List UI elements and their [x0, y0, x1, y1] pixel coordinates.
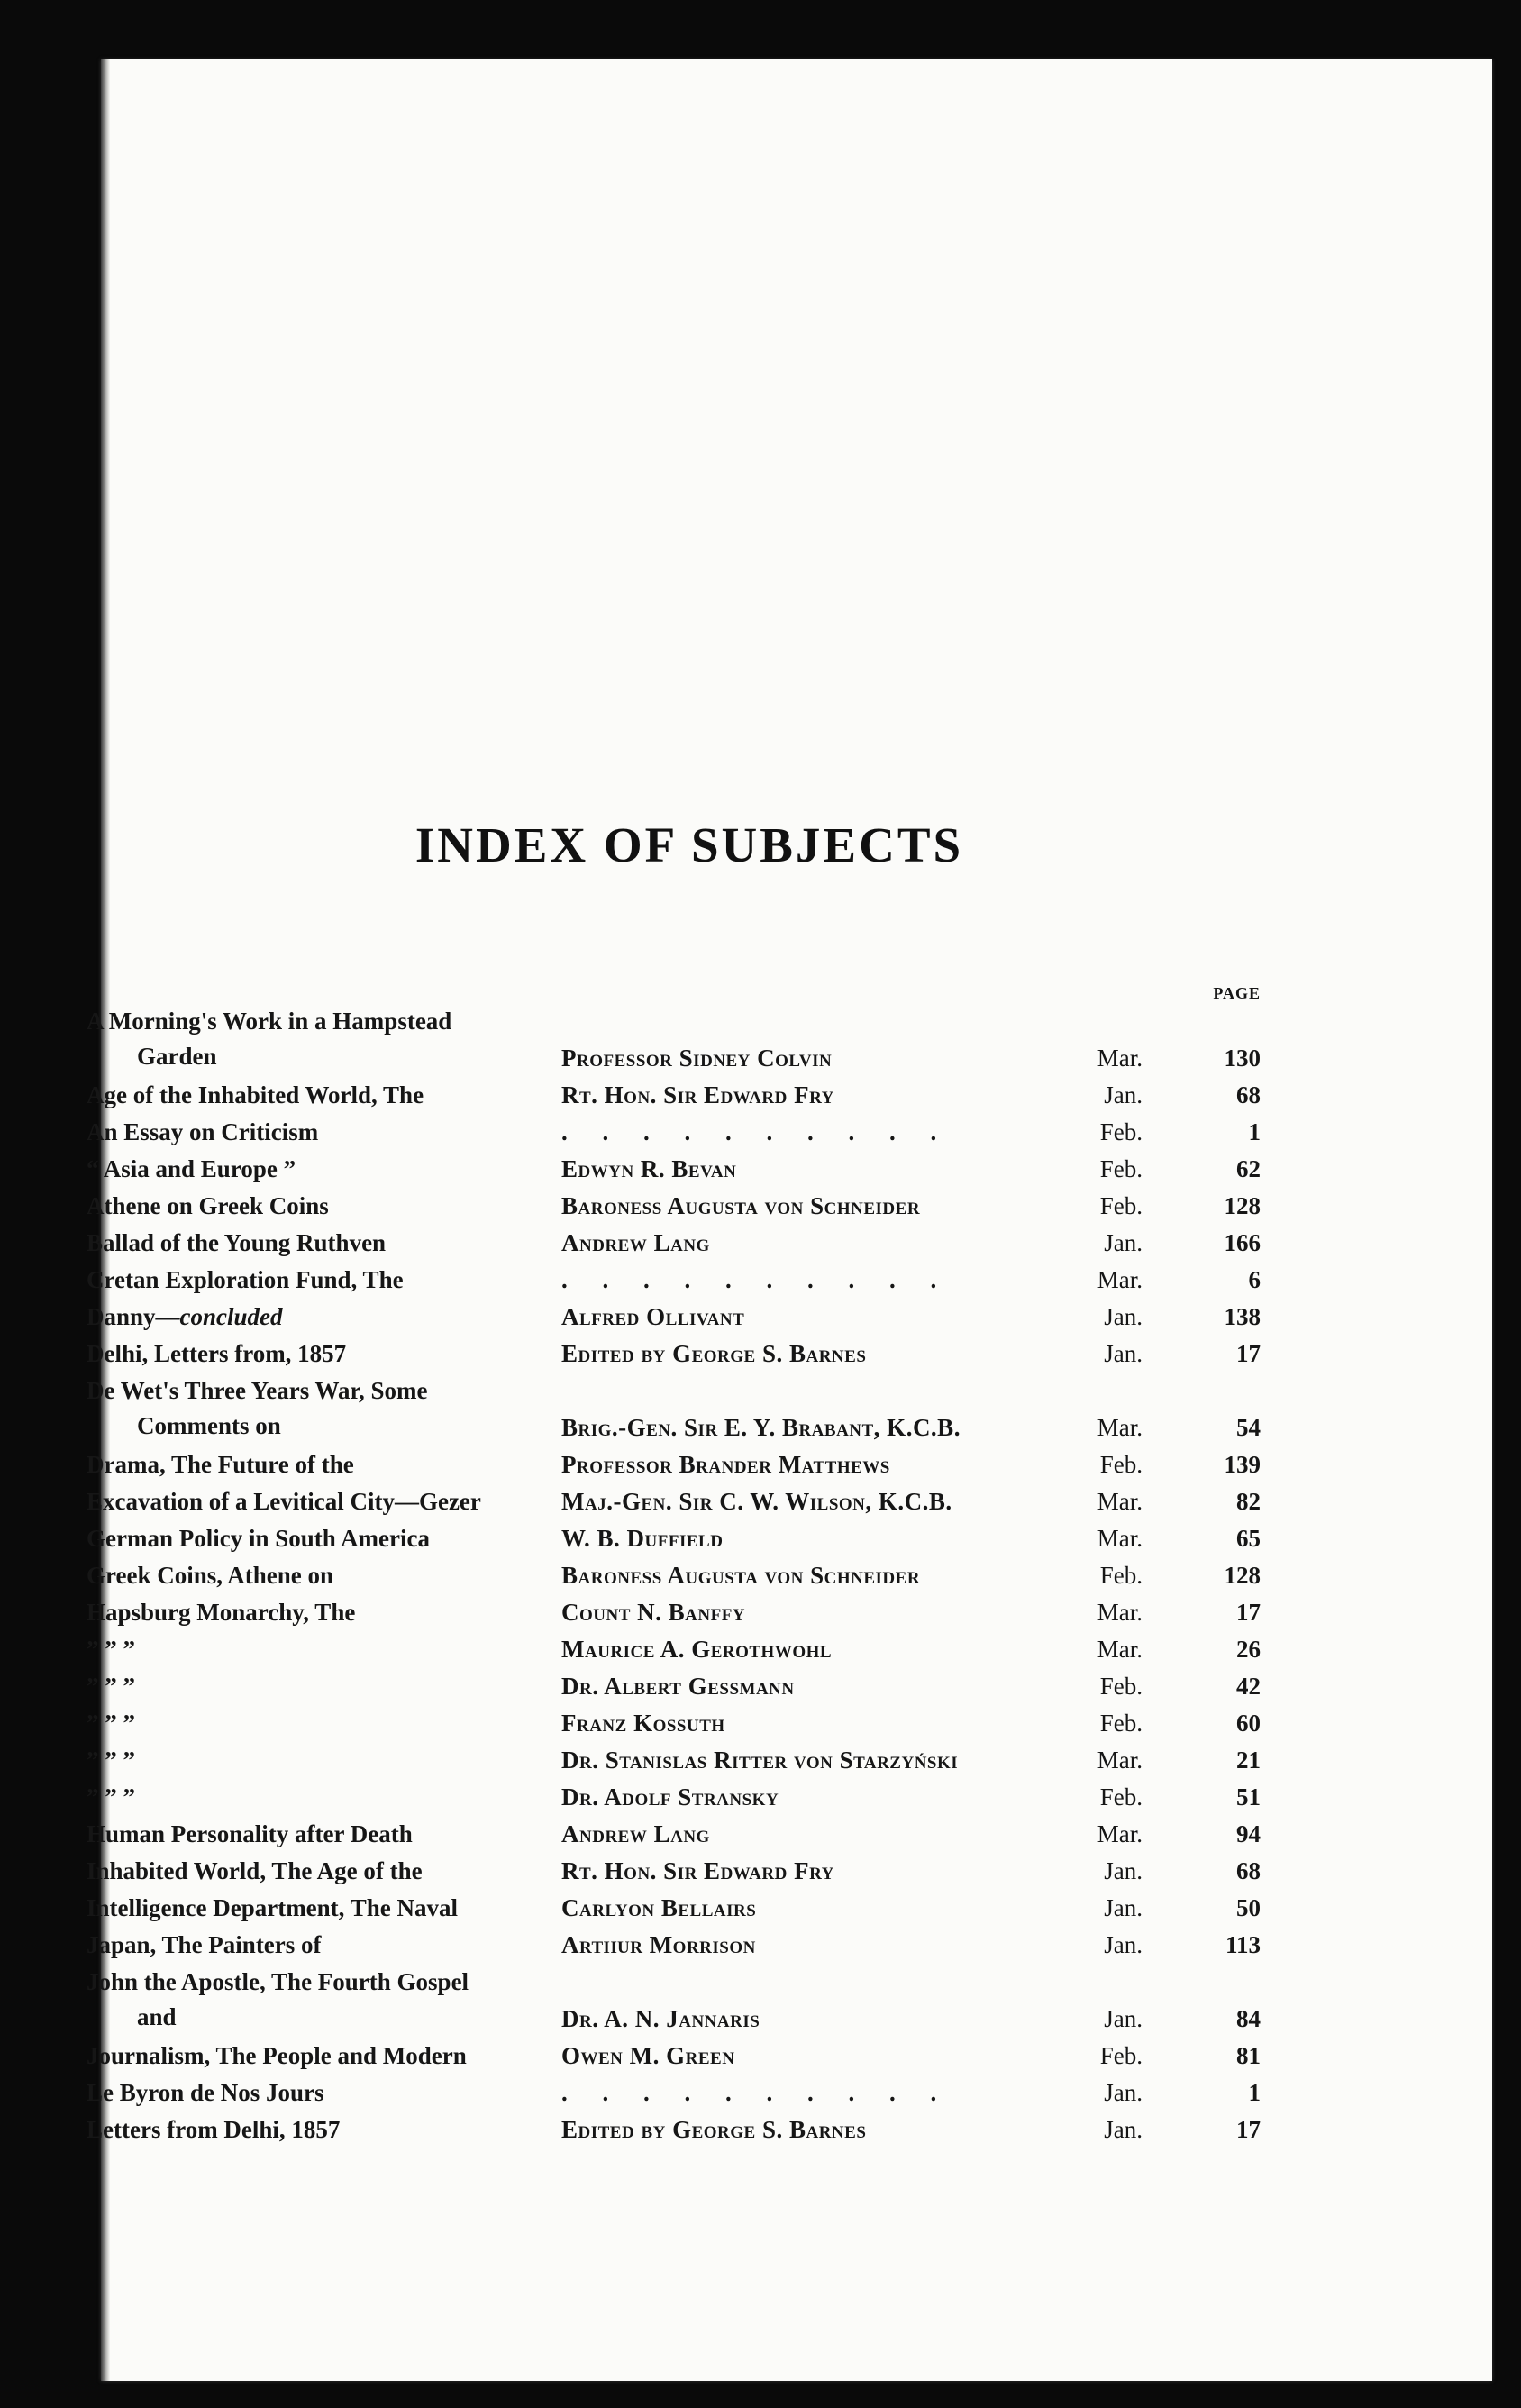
index-entry-row: [0, 1482, 1391, 1519]
entry-month: Mar.: [1097, 1747, 1143, 1774]
entry-subject: [87, 1340, 346, 1368]
entry-month: Feb.: [1099, 1673, 1143, 1700]
entry-page-number: 54: [1236, 1414, 1261, 1441]
index-entry-row: [0, 1889, 1391, 1926]
entry-month: Jan.: [1104, 2005, 1143, 2032]
entry-month: Jan.: [1104, 1229, 1143, 1256]
entry-page-number: 68: [1236, 1081, 1261, 1108]
entry-month: Mar.: [1097, 1820, 1143, 1847]
entry-page-number: 128: [1224, 1562, 1261, 1589]
index-entry-row: [0, 1150, 1391, 1187]
entry-subject: [87, 2042, 467, 2070]
entry-subject: [87, 1303, 283, 1331]
entry-subject: [87, 1783, 135, 1811]
entry-subject-text: Excavation of a Levitical City—Gezer: [87, 1488, 481, 1515]
entry-subject: [87, 2079, 324, 2107]
entry-month: Jan.: [1104, 2116, 1143, 2143]
entry-subject-text: ” ” ”: [87, 1783, 135, 1811]
entry-author: Dr. A. N. Jannaris: [561, 2005, 760, 2032]
entry-page-number: 84: [1236, 2005, 1261, 2032]
index-entry-row: [0, 1224, 1391, 1261]
entry-month: Feb.: [1099, 1451, 1143, 1478]
entry-month: Feb.: [1099, 1783, 1143, 1811]
entry-subject: [87, 1931, 322, 1959]
entry-subject: [87, 1968, 627, 2031]
entry-subject-line-1: De Wet's Three Years War, Some: [87, 1377, 428, 1404]
index-entry-row: [0, 2111, 1391, 2148]
entry-month: Feb.: [1099, 2042, 1143, 2069]
entry-subject-text: An Essay on Criticism: [87, 1118, 319, 1145]
entry-subject-text: ” ” ”: [87, 1673, 135, 1700]
entry-subject-text: Danny—concluded: [87, 1303, 283, 1330]
entry-subject: [87, 1525, 430, 1553]
entry-page-number: 94: [1236, 1820, 1261, 1847]
index-entry-row: [0, 2037, 1391, 2074]
entry-author: Owen M. Green: [561, 2042, 735, 2069]
entry-subject: [87, 1599, 355, 1627]
index-entry-row: [0, 1372, 1391, 1446]
entry-page-number: 1: [1248, 2079, 1261, 2106]
index-entry-row: [0, 1815, 1391, 1852]
entry-subject-line-1: John the Apostle, The Fourth Gospel: [87, 1968, 469, 1995]
entry-month: Jan.: [1104, 1340, 1143, 1367]
entry-month: Jan.: [1104, 1303, 1143, 1330]
entry-month: Jan.: [1104, 1894, 1143, 1921]
index-entry-row: [0, 1852, 1391, 1889]
entry-author: Dr. Albert Gessmann: [561, 1673, 795, 1700]
entry-subject: [87, 1673, 135, 1701]
entry-month: Mar.: [1097, 1266, 1143, 1293]
entry-month: Mar.: [1097, 1525, 1143, 1552]
entry-page-number: 128: [1224, 1192, 1261, 1219]
page-title: INDEX OF SUBJECTS: [414, 817, 964, 872]
entry-subject: [87, 1488, 481, 1516]
entry-subject-line-2: Garden: [137, 1043, 217, 1070]
entry-subject: [87, 1229, 386, 1257]
entry-subject-text: Le Byron de Nos Jours: [87, 2079, 324, 2106]
entry-page-number: 166: [1224, 1229, 1261, 1256]
entry-author-leader-dots: . . . . . . . . . .: [561, 1266, 952, 1293]
entry-subject: [87, 1118, 318, 1146]
entry-author: Edwyn R. Bevan: [561, 1155, 737, 1182]
entry-page-number: 62: [1236, 1155, 1261, 1182]
entry-subject: [87, 2116, 340, 2144]
entry-author: Edited by George S. Barnes: [561, 1340, 867, 1367]
index-entry-row: [0, 1741, 1391, 1778]
entry-page-number: 17: [1236, 2116, 1261, 2143]
entry-page-number: 81: [1236, 2042, 1261, 2069]
entry-subject-text: Cretan Exploration Fund, The: [87, 1266, 404, 1293]
entry-subject-text: Delhi, Letters from, 1857: [87, 1340, 347, 1367]
entry-month: Mar.: [1097, 1636, 1143, 1663]
entry-author: Alfred Ollivant: [561, 1303, 745, 1330]
entry-subject: [87, 1710, 135, 1738]
index-entry-row: [0, 1963, 1391, 2037]
entry-author: Dr. Adolf Stransky: [561, 1783, 779, 1811]
entry-subject: [87, 1192, 329, 1220]
entry-subject-text: Greek Coins, Athene on: [87, 1562, 334, 1589]
entry-author: Andrew Lang: [561, 1229, 710, 1256]
entry-subject-text: Hapsburg Monarchy, The: [87, 1599, 356, 1626]
index-entry-row: [0, 1002, 1391, 1076]
page-column-header: PAGE: [1213, 984, 1261, 1002]
entry-subject: [87, 1155, 296, 1183]
entry-subject: [87, 1747, 135, 1774]
entry-author: Arthur Morrison: [561, 1931, 756, 1958]
entry-subject-text: Inhabited World, The Age of the: [87, 1857, 423, 1884]
entry-subject: [87, 1377, 627, 1440]
entry-subject: [87, 1266, 404, 1294]
index-entry-row: [0, 1076, 1391, 1113]
entry-author: Dr. Stanislas Ritter von Starzyński: [561, 1747, 959, 1774]
entry-subject-line-1: A Morning's Work in a Hampstead: [87, 1008, 452, 1035]
entry-author: Professor Brander Matthews: [561, 1451, 890, 1478]
entry-author: Count N. Banffy: [561, 1599, 746, 1626]
entry-page-number: 26: [1236, 1636, 1261, 1663]
entry-author: Carlyon Bellairs: [561, 1894, 757, 1921]
entry-subject-text: “ Asia and Europe ”: [87, 1155, 296, 1182]
entry-author: Professor Sidney Colvin: [561, 1044, 833, 1072]
entry-subject-text: Athene on Greek Coins: [87, 1192, 329, 1219]
entry-month: Mar.: [1097, 1414, 1143, 1441]
entry-subject: [87, 1451, 354, 1479]
entry-subject: [87, 1008, 627, 1071]
entry-subject: [87, 1857, 423, 1885]
entry-month: Mar.: [1097, 1488, 1143, 1515]
entry-author: Edited by George S. Barnes: [561, 2116, 867, 2143]
entry-subject: [87, 1081, 424, 1109]
entry-month: Mar.: [1097, 1599, 1143, 1626]
entry-month: Jan.: [1104, 2079, 1143, 2106]
entry-page-number: 42: [1236, 1673, 1261, 1700]
entry-month: Feb.: [1099, 1562, 1143, 1589]
entry-page-number: 139: [1224, 1451, 1261, 1478]
index-entry-row: [0, 1704, 1391, 1741]
entry-page-number: 138: [1224, 1303, 1261, 1330]
entry-author: Andrew Lang: [561, 1820, 710, 1847]
entry-subject-text: ” ” ”: [87, 1710, 135, 1737]
entry-page-number: 50: [1236, 1894, 1261, 1921]
entry-subject: [87, 1636, 135, 1664]
entry-subject-text: Letters from Delhi, 1857: [87, 2116, 341, 2143]
entry-page-number: 65: [1236, 1525, 1261, 1552]
entry-page-number: 6: [1248, 1266, 1261, 1293]
entry-author: Rt. Hon. Sir Edward Fry: [561, 1081, 834, 1108]
entry-month: Feb.: [1099, 1192, 1143, 1219]
entry-subject-text: Drama, The Future of the: [87, 1451, 354, 1478]
entry-page-number: 68: [1236, 1857, 1261, 1884]
entry-month: Mar.: [1097, 1044, 1143, 1072]
entry-subject-text: Ballad of the Young Ruthven: [87, 1229, 387, 1256]
index-entry-row: [0, 1446, 1391, 1482]
entry-month: Feb.: [1099, 1710, 1143, 1737]
entry-page-number: 113: [1225, 1931, 1261, 1958]
index-entry-row: [0, 2074, 1391, 2111]
index-entries-list: [0, 1002, 1391, 2148]
index-entry-row: [0, 1187, 1391, 1224]
entry-author: Maurice A. Gerothwohl: [561, 1636, 833, 1663]
index-entry-row: [0, 1667, 1391, 1704]
entry-subject-text: ” ” ”: [87, 1747, 135, 1774]
entry-author: Rt. Hon. Sir Edward Fry: [561, 1857, 834, 1884]
entry-page-number: 130: [1224, 1044, 1261, 1072]
entry-subject-text: Intelligence Department, The Naval: [87, 1894, 458, 1921]
entry-author: Franz Kossuth: [561, 1710, 725, 1737]
entry-subject: [87, 1894, 458, 1922]
entry-author-leader-dots: . . . . . . . . . .: [561, 2079, 952, 2106]
entry-subject-text: Journalism, The People and Modern: [87, 2042, 467, 2069]
entry-page-number: 1: [1248, 1118, 1261, 1145]
entry-month: Jan.: [1104, 1081, 1143, 1108]
index-entry-row: [0, 1335, 1391, 1372]
entry-subject-line-2: Comments on: [137, 1412, 281, 1439]
entry-page-number: 60: [1236, 1710, 1261, 1737]
entry-subject-text: Age of the Inhabited World, The: [87, 1081, 424, 1108]
entry-author: Maj.-Gen. Sir C. W. Wilson, K.C.B.: [561, 1488, 952, 1515]
entry-month: Feb.: [1099, 1155, 1143, 1182]
index-entry-row: [0, 1593, 1391, 1630]
index-entry-row: [0, 1556, 1391, 1593]
entry-subject: [87, 1562, 333, 1590]
entry-author: Baroness Augusta von Schneider: [561, 1192, 921, 1219]
entry-subject: [87, 1820, 413, 1848]
entry-subject-text: German Policy in South America: [87, 1525, 430, 1552]
index-entry-row: [0, 1926, 1391, 1963]
index-entry-row: [0, 1519, 1391, 1556]
entry-month: Jan.: [1104, 1931, 1143, 1958]
entry-month: Feb.: [1099, 1118, 1143, 1145]
entry-subject-text: Japan, The Painters of: [87, 1931, 322, 1958]
entry-subject-text: Human Personality after Death: [87, 1820, 413, 1847]
entry-author: Baroness Augusta von Schneider: [561, 1562, 921, 1589]
index-entry-row: [0, 1113, 1391, 1150]
entry-page-number: 21: [1236, 1747, 1261, 1774]
entry-subject-text: ” ” ”: [87, 1636, 135, 1663]
entry-page-number: 17: [1236, 1599, 1261, 1626]
entry-page-number: 17: [1236, 1340, 1261, 1367]
entry-month: Jan.: [1104, 1857, 1143, 1884]
entry-author-leader-dots: . . . . . . . . . .: [561, 1118, 952, 1145]
index-entry-row: [0, 1630, 1391, 1667]
index-entry-row: [0, 1778, 1391, 1815]
entry-page-number: 82: [1236, 1488, 1261, 1515]
index-entry-row: [0, 1261, 1391, 1298]
entry-author: Brig.-Gen. Sir E. Y. Brabant, K.C.B.: [561, 1414, 961, 1441]
index-entry-row: [0, 1298, 1391, 1335]
entry-author: W. B. Duffield: [561, 1525, 724, 1552]
entry-page-number: 51: [1236, 1783, 1261, 1811]
entry-subject-line-2: and: [137, 2003, 177, 2030]
